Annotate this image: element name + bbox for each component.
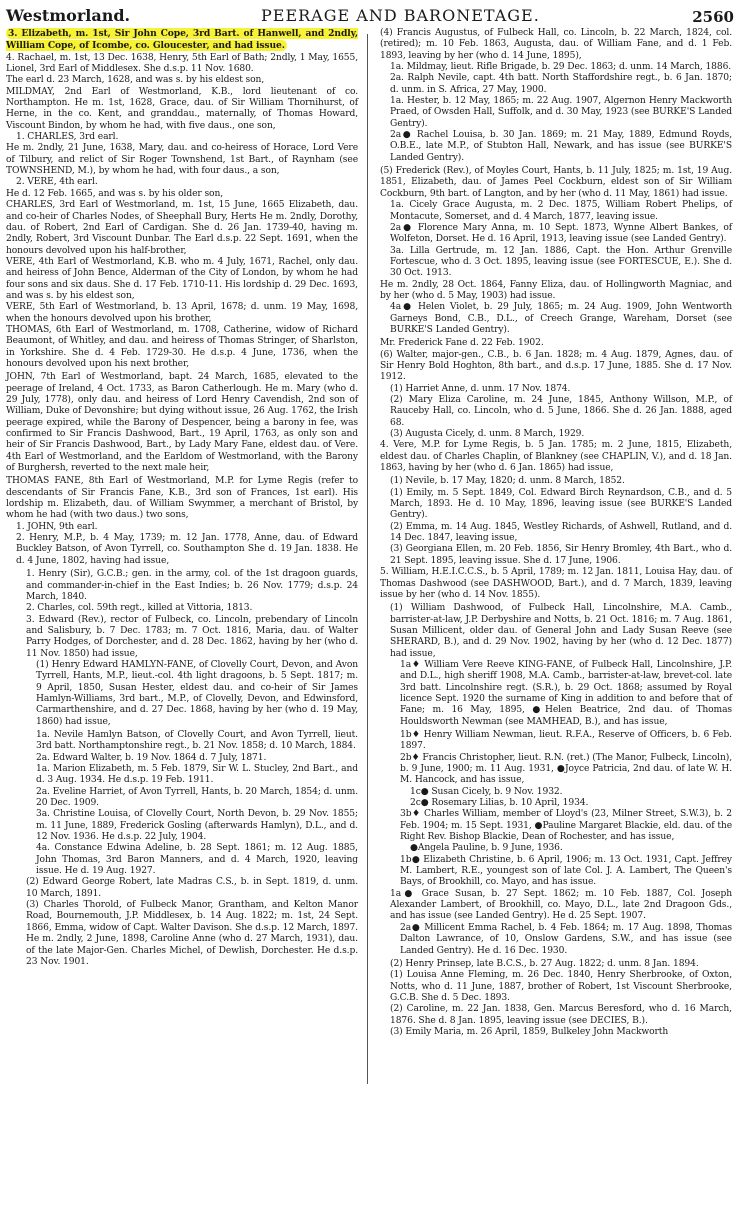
entry-text: 1a. Marion Elizabeth, m. 5 Feb. 1879, Sir W. L. Stucley, 2nd Bart., and d. 3 Aug. 1934. He d.s.p. 19 Feb. 1911.	[36, 764, 358, 786]
entry-text: 1a♦ William Vere Reeve KING-FANE, of Fulbeck Hall, Lincolnshire, J.P. and D.L., high sheriff 1908, M.A. Camb., barrister-at-law, brevet-col. late 3rd batt. Lincolnshire regt. (S.R.), b. 29 Oct. 1868; assumed by Royal licence Sept. 1920 the surname of King in addition to and before that of Fane; m. 16 May, 1895, ●Helen Beatrice, 2nd dau. of Thomas Houldsworth Newman (see MAMHEAD, B.), and has issue,	[400, 659, 732, 727]
genealogy-entry	[380, 96, 732, 130]
genealogy-entry	[380, 384, 732, 395]
genealogy-entry	[380, 166, 732, 200]
genealogy-entry	[380, 798, 732, 809]
entry-text: 3. Edward (Rev.), rector of Fulbeck, co. Lincoln, prebendary of Lincoln and Salisbury, b. 7 Dec. 1783; m. 7 Oct. 1816, Maria, dau. of Walter Parry Hodges, of Dorchester, and d. 28 Dec. 1862, having by her (who d. 11 Nov. 1850) had issue,	[26, 614, 358, 659]
genealogy-entry	[6, 843, 358, 877]
genealogy-entry	[380, 130, 732, 164]
genealogy-entry	[380, 246, 732, 280]
entry-text: ●Angela Pauline, b. 9 June, 1936.	[410, 843, 563, 854]
genealogy-entry	[380, 855, 732, 889]
genealogy-entry	[6, 189, 358, 200]
entry-text: 2. Henry, M.P., b. 4 May, 1739; m. 12 Jan. 1778, Anne, dau. of Edward Buckley Batson, of Avon Tyrrell, co. Southampton She d. 19 Jan. 1838. He d. 4 June, 1802, having had issue,	[16, 533, 358, 566]
genealogy-entry	[6, 302, 358, 325]
entry-text: 2. Charles, col. 59th regt., killed at Vittoria, 1813.	[26, 603, 253, 614]
genealogy-entry	[6, 75, 358, 86]
highlighted-entry	[6, 28, 358, 53]
genealogy-entry	[6, 877, 358, 900]
genealogy-entry	[380, 522, 732, 545]
genealogy-entry	[380, 429, 732, 440]
genealogy-entry	[6, 372, 358, 474]
genealogy-entry	[380, 338, 732, 349]
entry-text: (2) Edward George Robert, late Madras C.S., b. in Sept. 1819, d. unm. 10 March, 1891.	[26, 877, 358, 899]
genealogy-entry	[6, 753, 358, 764]
genealogy-entry	[6, 522, 358, 533]
genealogy-entry	[380, 200, 732, 223]
entry-text: 1b● Elizabeth Christine, b. 6 April, 1906; m. 13 Oct. 1931, Capt. Jeffrey M. Lambert, R.E., youngest son of late Col. J. A. Lambert, The Queen's Bays, of Brookhill, co. Mayo, and has issue.	[400, 854, 732, 888]
entry-text: He m. 2ndly, 21 June, 1638, Mary, dau. and co-heiress of Horace, Lord Vere of Tilbury, and relict of Sir Roger Townshend, 1st Bart., of Raynham (see TOWNSHEND, M.), by whom he had, with four daus., a son,	[6, 143, 358, 177]
entry-text: 1a. Cicely Grace Augusta, m. 2 Dec. 1875, William Robert Phelips, of Montacute, Somerset, and d. 4 March, 1877, leaving issue.	[390, 200, 732, 222]
running-head-title: PEERAGE AND BARONETAGE.	[261, 6, 540, 25]
entry-text: 3a. Christine Louisa, of Clovelly Court, North Devon, b. 29 Nov. 1855; m. 11 June, 1889, Frederick Gosling (afterwards Hamlyn), D.L., and d. 12 Nov. 1936. He d.s.p. 22 July, 1904.	[36, 809, 358, 843]
genealogy-entry	[6, 87, 358, 132]
entry-text: (2) Henry Prinsep, late B.C.S., b. 27 Aug. 1822; d. unm. 8 Jan. 1894.	[390, 958, 699, 969]
genealogy-entry	[380, 28, 732, 62]
entry-text: 2b♦ Francis Christopher, lieut. R.N. (ret.) (The Manor, Fulbeck, Lincoln), b. 9 June, 1900; m. 11 Aug. 1931, ●Joyce Patricia, 2nd dau. of late W. H. M. Hancock, and has issue,	[400, 752, 732, 786]
left-column	[6, 28, 358, 968]
entry-text: (2) Mary Eliza Caroline, m. 24 June, 1845, Anthony Willson, M.P., of Rauceby Hall, co. Lincoln, who d. 5 June, 1866. She d. 26 Jan. 1888, aged 68.	[390, 395, 732, 428]
entry-text: 1. CHARLES, 3rd earl.	[16, 132, 119, 143]
genealogy-entry	[380, 753, 732, 787]
entry-text: (3) Augusta Cicely, d. unm. 8 March, 1929.	[390, 429, 585, 440]
entry-text: 2a. Eveline Harriet, of Avon Tyrrell, Hants, b. 20 March, 1854; d. unm. 20 Dec. 1909.	[36, 786, 358, 809]
entry-text: 2a● Florence Mary Anna, m. 10 Sept. 1873, Wynne Albert Bankes, of Wolfeton, Dorset. He d. 16 April, 1913, leaving issue (see Landed Gentry).	[390, 222, 732, 245]
genealogy-entry	[380, 280, 732, 303]
entry-text: VERE, 5th Earl of Westmorland, b. 13 April, 1678; d. unm. 19 May, 1698, when the honours devolved upon his brother,	[6, 302, 358, 324]
entry-text: 1. Henry (Sir), G.C.B.; gen. in the army, col. of the 1st dragoon guards, and commander-in-chief in the East Indies; b. 26 Nov. 1779; d.s.p. 24 March, 1840.	[26, 569, 358, 602]
entry-text: 4a● Helen Violet, b. 29 July, 1865; m. 24 Aug. 1909, John Wentworth Garneys Bond, C.B., D.L., of Creech Grange, Wareham, Dorset (see BURKE'S Landed Gentry).	[390, 302, 732, 335]
entry-text: (5) Frederick (Rev.), of Moyles Court, Hants, b. 11 July, 1825; m. 1st, 19 Aug. 1851, Elizabeth, dau. of James Peel Cockburn, eldest son of Sir William Cockburn, 9th bart. of Langton, and by her (who d. 11 May, 1861) had issue.	[380, 166, 732, 199]
genealogy-entry	[380, 73, 732, 96]
entry-text: Mr. Frederick Fane d. 22 Feb. 1902.	[380, 338, 544, 349]
entry-text: 2a● Rachel Louisa, b. 30 Jan. 1869; m. 21 May, 1889, Edmund Royds, O.B.E., late M.P., of Stubton Hall, Newark, and has issue (see BURKE'S Landed Gentry).	[390, 130, 732, 163]
genealogy-entry	[6, 900, 358, 968]
genealogy-entry	[380, 660, 732, 728]
entry-text: (1) Louisa Anne Fleming, m. 26 Dec. 1840, Henry Sherbrooke, of Oxton, Notts, who d. 11 June, 1887, brother of Robert, 1st Viscount Sherbrooke, G.C.B. She d. 5 Dec. 1893.	[390, 970, 732, 1003]
genealogy-entry	[380, 544, 732, 567]
genealogy-entry	[380, 923, 732, 957]
entry-text: 3. Elizabeth, m. 1st, Sir John Cope, 3rd Bart. of Hanwell, and 2ndly, William Cope, of Icombe, co. Gloucester, and had issue.	[6, 28, 358, 52]
page-header	[6, 6, 734, 30]
entry-text: 2c● Rosemary Lilias, b. 10 April, 1934.	[410, 798, 589, 809]
entry-text: THOMAS FANE, 8th Earl of Westmorland, M.P. for Lyme Regis (refer to descendants of Sir Francis Fane, K.B., 3rd son of Frances, 1st earl). His lordship m. Elizabeth, dau. of William Swymmer, a merchant of Bristol, by whom he had (with two daus.) two sons,	[6, 476, 358, 521]
entry-text: (2) Emma, m. 14 Aug. 1845, Westley Richards, of Ashwell, Rutland, and d. 14 Dec. 1847, leaving issue,	[390, 521, 732, 544]
entry-text: 1c● Susan Cicely, b. 9 Nov. 1932.	[410, 786, 563, 797]
entry-text: 1. JOHN, 9th earl.	[16, 521, 98, 532]
entry-text: He m. 2ndly, 28 Oct. 1864, Fanny Eliza, dau. of Hollingworth Magniac, and by her (who d. 5 May, 1903) had issue.	[380, 279, 732, 301]
genealogy-entry	[380, 809, 732, 843]
entry-text: (1) Henry Edward HAMLYN-FANE, of Clovelly Court, Devon, and Avon Tyrrell, Hants, M.P., lieut.-col. 4th light dragoons, b. 5 Sept. 1817; m. 9 April, 1850, Susan Hester, eldest dau. and co-heir of Sir James Hamlyn-Williams, 3rd bart., M.P., of Clovelly, Devon, and Edwinsford, Carmarthenshire, and d. 27 Dec. 1868, having by her (who d. 19 May, 1860) had issue,	[36, 659, 358, 727]
genealogy-entry	[380, 787, 732, 798]
genealogy-entry	[6, 476, 358, 521]
genealogy-entry	[380, 440, 732, 474]
genealogy-entry	[380, 843, 732, 854]
genealogy-entry	[380, 567, 732, 601]
genealogy-entry	[380, 350, 732, 384]
genealogy-entry	[380, 1027, 732, 1038]
genealogy-entry	[380, 959, 732, 970]
entry-text: (1) Emily, m. 5 Sept. 1849, Col. Edward Birch Reynardson, C.B., and d. 5 March, 1893. He d. 10 May, 1896, leaving issue (see BURKE'S Landed Gentry).	[390, 487, 732, 521]
genealogy-entry	[380, 970, 732, 1004]
entry-text: The earl d. 23 March, 1628, and was s. by his eldest son,	[6, 75, 265, 86]
entry-text: (3) Emily Maria, m. 26 April, 1859, Bulkeley John Mackworth	[390, 1026, 669, 1037]
entry-text: (4) Francis Augustus, of Fulbeck Hall, co. Lincoln, b. 22 March, 1824, col. (retired); m. 10 Feb. 1863, Augusta, dau. of William Fane, and d. 1 Feb. 1893, leaving by her (who d. 14 June, 1895),	[380, 28, 732, 61]
genealogy-entry	[380, 603, 732, 660]
genealogy-entry	[6, 325, 358, 370]
genealogy-entry	[380, 889, 732, 923]
entry-text: (2) Caroline, m. 22 Jan. 1838, Gen. Marcus Beresford, who d. 16 March, 1876. She d. 8 Jan. 1895, leaving issue (see DECIES, B.).	[390, 1004, 732, 1026]
entry-text: 5. William, H.E.I.C.C.S., b. 5 April, 1789; m. 12 Jan. 1811, Louisa Hay, dau. of Thomas Dashwood (see DASHWOOD, Bart.), and d. 7 March, 1839, leaving issue by her (who d. 14 Nov. 1855).	[380, 567, 732, 600]
genealogy-entry	[6, 615, 358, 660]
entry-text: JOHN, 7th Earl of Westmorland, bapt. 24 March, 1685, elevated to the peerage of Ireland, 4 Oct. 1733, as Baron Catherlough. He m. Mary (who d. 29 July, 1778), only dau. and heiress of Lord Henry Cavendish, 2nd son of William, Duke of Devonshire; but dying without issue, 26 Aug. 1762, the Irish peerage expired, while the Barony of Despencer, being a barony in fee, was confirmed to Sir Francis Dashwood, Bart., 19 April, 1763, as only son and heir of Sir Francis Dashwood, Bart., by Lady Mary Fane, eldest dau. of Vere. 4th Earl of Westmorland, and the Earldom of Westmorland, with the Barony of Burghersh, reverted to the next male heir,	[6, 372, 358, 474]
entry-text: 4. Vere, M.P. for Lyme Regis, b. 5 Jan. 1785; m. 2 June, 1815, Elizabeth, eldest dau. of Charles Chaplin, of Blankney (see CHAPLIN, V.), and d. 18 Jan. 1863, having by her (who d. 6 Jan. 1865) had issue,	[380, 440, 732, 474]
entry-text: 4a. Constance Edwina Adeline, b. 28 Sept. 1861; m. 12 Aug. 1885, John Thomas, 3rd Baron Manners, and d. 4 March, 1920, leaving issue. He d. 19 Aug. 1927.	[36, 843, 358, 877]
genealogy-entry	[380, 488, 732, 522]
genealogy-entry	[6, 569, 358, 603]
genealogy-entry	[380, 1004, 732, 1027]
genealogy-entry	[380, 223, 732, 246]
entry-text: (3) Georgiana Ellen, m. 20 Feb. 1856, Sir Henry Bromley, 4th Bart., who d. 21 Sept. 1895, leaving issue. She d. 17 June, 1906.	[390, 544, 732, 566]
entry-text: 1a. Nevile Hamlyn Batson, of Clovelly Court, and Avon Tyrrell, lieut. 3rd batt. Northamptonshire regt., b. 21 Nov. 1858; d. 10 March, 1884.	[36, 729, 358, 752]
genealogy-entry	[6, 533, 358, 567]
genealogy-entry	[380, 302, 732, 336]
genealogy-entry	[6, 809, 358, 843]
entry-text: MILDMAY, 2nd Earl of Westmorland, K.B., lord lieutenant of co. Northampton. He m. 1st, 1628, Grace, dau. of Sir William Thornihurst, of Herne, in the co. Kent, and granddau., maternally, of Thomas Howard, Viscount Bindon, by whom he had, with five daus., one son,	[6, 86, 358, 131]
genealogy-entry	[6, 603, 358, 614]
genealogy-entry	[6, 143, 358, 177]
entry-text: (1) Nevile, b. 17 May, 1820; d. unm. 8 March, 1852.	[390, 476, 625, 487]
entry-text: (6) Walter, major-gen., C.B., b. 6 Jan. 1828; m. 4 Aug. 1879, Agnes, dau. of Sir Henry Bold Hoghton, 8th bart., and d.s.p. 17 June, 1885. She d. 17 Nov. 1912.	[380, 349, 732, 383]
genealogy-entry	[6, 787, 358, 810]
entry-text: 1a. Mildmay, lieut. Rifle Brigade, b. 29 Dec. 1863; d. unm. 14 March, 1886.	[390, 62, 732, 73]
genealogy-entry	[6, 200, 358, 257]
entry-text: (3) Charles Thorold, of Fulbeck Manor, Grantham, and Kelton Manor Road, Bournemouth, J.P. Middlesex, b. 14 Aug. 1822; m. 1st, 24 Sept. 1866, Emma, widow of Capt. Walter Davison. She d.s.p. 12 March, 1897. He m. 2ndly, 2 June, 1898, Caroline Anne (who d. 27 March, 1931), dau. of the late Major-Gen. Charles Michel, of Dewlish, Dorchester. He d.s.p. 23 Nov. 1901.	[26, 900, 358, 967]
entry-text: 1b♦ Henry William Newman, lieut. R.F.A., Reserve of Officers, b. 6 Feb. 1897.	[400, 729, 732, 752]
entry-text: VERE, 4th Earl of Westmorland, K.B. who m. 4 July, 1671, Rachel, only dau. and heiress of John Bence, Alderman of the City of London, by whom he had four sons and six daus. She d. 17 Feb. 1710-11. His lordship d. 29 Dec. 1693, and was s. by his eldest son,	[6, 256, 358, 301]
genealogy-entry	[380, 476, 732, 487]
entry-text: 2a. Edward Walter, b. 19 Nov. 1864 d. 7 July, 1871.	[36, 752, 267, 763]
entry-text: 1a. Hester, b. 12 May, 1865; m. 22 Aug. 1907, Algernon Henry Mackworth Praed, of Owsden Hall, Suffolk, and d. 30 May, 1923 (see BURKE'S Landed Gentry).	[390, 96, 732, 129]
right-column	[380, 28, 732, 1038]
entry-text: (1) William Dashwood, of Fulbeck Hall, Lincolnshire, M.A. Camb., barrister-at-law, J.P. Derbyshire and Notts, b. 21 Oct. 1816; m. 7 Aug. 1861, Susan Millicent, older dau. of General John and Lady Susan Reeve (see SHERARD, B.), and d. 29 Nov. 1902, having by her (who d. 12 Dec. 1877) had issue,	[390, 603, 732, 659]
genealogy-entry	[380, 730, 732, 753]
entry-text: 2. VERE, 4th earl.	[16, 177, 98, 188]
entry-text: 2a● Millicent Emma Rachel, b. 4 Feb. 1864; m. 17 Aug. 1898, Thomas Dalton Lawrance, of 10, Onslow Gardens, S.W., and has issue (see Landed Gentry). He d. 16 Dec. 1930.	[400, 922, 732, 956]
column-divider	[367, 34, 368, 1084]
entry-text: He d. 12 Feb. 1665, and was s. by his older son,	[6, 188, 224, 199]
genealogy-entry	[6, 177, 358, 188]
running-head-left: Westmorland.	[6, 6, 131, 25]
genealogy-entry	[6, 53, 358, 76]
genealogy-entry	[6, 764, 358, 787]
genealogy-entry	[6, 730, 358, 753]
entry-text: (1) Harriet Anne, d. unm. 17 Nov. 1874.	[390, 383, 571, 394]
genealogy-entry	[380, 395, 732, 429]
genealogy-entry	[6, 257, 358, 302]
entry-text: CHARLES, 3rd Earl of Westmorland, m. 1st, 15 June, 1665 Elizabeth, dau. and co-heir of Charles Nodes, of Sheephall Bury, Herts He m. 2ndly, Dorothy, dau. of Robert, 2nd Earl of Cardigan. She d. 26 Jan. 1739-40, having m. 2ndly, Robert, 3rd Viscount Dunbar. The Earl d.s.p. 22 Sept. 1691, when the honours devolved upon his half-brother,	[6, 200, 358, 256]
entry-text: THOMAS, 6th Earl of Westmorland, m. 1708, Catherine, widow of Richard Beaumont, of Whitley, and dau. and heiress of Thomas Stringer, of Sharlston, in Yorkshire. She d. 4 Feb. 1729-30. He d.s.p. 4 June, 1736, when the honours devolved upon his next brother,	[6, 324, 358, 369]
genealogy-entry	[6, 660, 358, 728]
entry-text: 3b♦ Charles William, member of Lloyd's (23, Milner Street, S.W.3), b. 2 Feb. 1904; m. 15 Sept. 1931, ●Pauline Margaret Blackie, eld. dau. of the Right Rev. Bishop Blackie, Dean of Rochester, and has issue,	[400, 809, 732, 843]
entry-text: 4. Rachael, m. 1st, 13 Dec. 1638, Henry, 5th Earl of Bath; 2ndly, 1 May, 1655, Lionel, 3rd Earl of Middlesex. She d.s.p. 11 Nov. 1680.	[6, 52, 358, 75]
genealogy-entry	[380, 62, 732, 73]
entry-text: 2a. Ralph Nevile, capt. 4th batt. North Staffordshire regt., b. 6 Jan. 1870; d. unm. in S. Africa, 27 May, 1900.	[390, 73, 732, 95]
entry-text: 3a. Lilla Gertrude, m. 12 Jan. 1886, Capt. the Hon. Arthur Grenville Fortescue, who d. 3 Oct. 1895, leaving issue (see FORTESCUE, E.). She d. 30 Oct. 1913.	[390, 245, 732, 279]
genealogy-entry	[6, 132, 358, 143]
page-number: 2560	[692, 8, 734, 26]
entry-text: 1a● Grace Susan, b. 27 Sept. 1862; m. 10 Feb. 1887, Col. Joseph Alexander Lambert, of Brookhill, co. Mayo, D.L., late 2nd Dragoon Gds., and has issue (see Landed Gentry). He d. 25 Sept. 1907.	[390, 888, 732, 922]
